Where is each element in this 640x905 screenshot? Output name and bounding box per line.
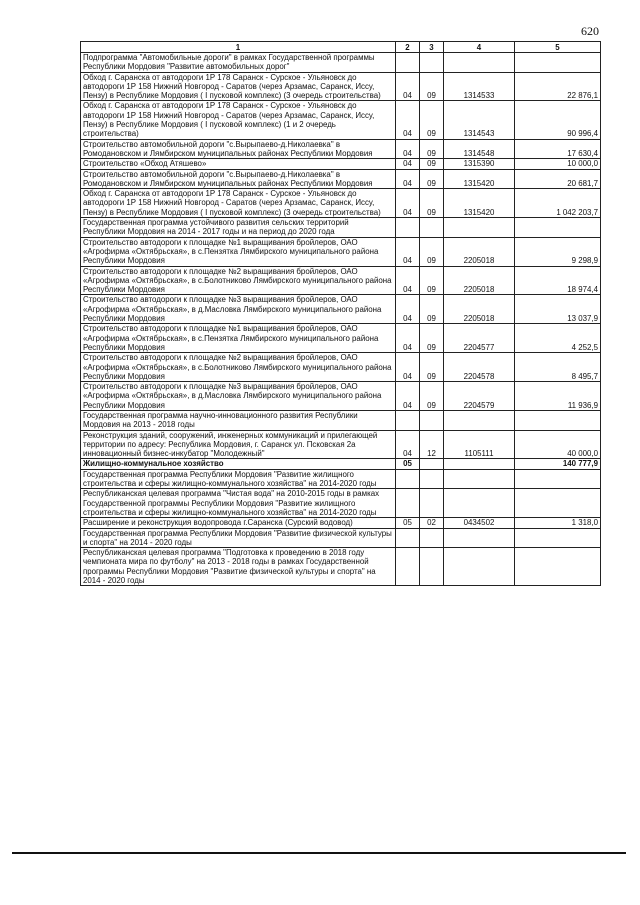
table-row	[81, 169, 601, 189]
row-amount	[515, 548, 601, 586]
row-amount: 90 996,4	[515, 101, 601, 139]
table-row	[81, 410, 601, 430]
row-subsection-code	[420, 459, 444, 469]
row-section-code	[396, 548, 420, 586]
row-description: Строительство автодороги к площадке №2 выращивания бройлеров, ОАО «Агрофирма «Октябрьская», в с.Болотниково Лямбирского муниципального района Республики Мордовия	[81, 353, 396, 382]
row-amount: 1 318,0	[515, 518, 601, 528]
table-row	[81, 459, 601, 469]
page-number: 620	[581, 24, 599, 38]
table-row	[81, 469, 601, 489]
row-amount: 140 777,9	[515, 459, 601, 469]
header-col-4: 4	[444, 42, 515, 53]
table-row	[81, 295, 601, 324]
row-subsection-code: 09	[420, 139, 444, 159]
row-amount: 40 000,0	[515, 430, 601, 459]
row-description: Обход г. Саранска от автодороги 1Р 178 Саранск - Сурское - Ульяновск до автодороги 1Р 158 Нижний Новгород - Саратов (через Арзамас, Саранск, Иссу, Пензу) в Республике Мордовия ( I пусковой комплекс) (3 очередь строительства)	[81, 72, 396, 101]
row-target-code: 1315390	[444, 159, 515, 169]
row-subsection-code: 09	[420, 324, 444, 353]
row-section-code	[396, 410, 420, 430]
table-row	[81, 324, 601, 353]
row-description: Строительство автодороги к площадке №2 выращивания бройлеров, ОАО «Агрофирма «Октябрьская», в с.Болотниково Лямбирского муниципального района Республики Мордовия	[81, 266, 396, 295]
row-target-code: 2204579	[444, 382, 515, 411]
row-amount	[515, 528, 601, 548]
row-amount: 9 298,9	[515, 237, 601, 266]
table-row	[81, 237, 601, 266]
table-row	[81, 159, 601, 169]
row-description: Строительство автодороги к площадке №1 выращивания бройлеров, ОАО «Агрофирма «Октябрьская», в с.Пензятка Лямбирского муниципального района Республики Мордовия	[81, 237, 396, 266]
row-section-code: 04	[396, 295, 420, 324]
footer-rule	[12, 852, 626, 854]
row-amount: 4 252,5	[515, 324, 601, 353]
table-row	[81, 430, 601, 459]
row-description: Расширение и реконструкция водопровода г.Саранска (Сурский водовод)	[81, 518, 396, 528]
row-target-code: 2205018	[444, 237, 515, 266]
row-section-code: 05	[396, 459, 420, 469]
row-target-code: 1315420	[444, 169, 515, 189]
row-amount: 13 037,9	[515, 295, 601, 324]
table-row	[81, 189, 601, 218]
row-subsection-code: 09	[420, 189, 444, 218]
row-target-code: 1315420	[444, 189, 515, 218]
row-section-code: 04	[396, 169, 420, 189]
table-row	[81, 489, 601, 518]
row-amount	[515, 469, 601, 489]
row-description: Строительство автомобильной дороги "с.Вырыпаево-д.Николаевка" в Ромодановском и Лямбирском муниципальных районах Республики Мордовия	[81, 169, 396, 189]
row-description: Строительство «Обход Атяшево»	[81, 159, 396, 169]
row-target-code: 1314543	[444, 101, 515, 139]
row-subsection-code: 09	[420, 169, 444, 189]
row-section-code	[396, 528, 420, 548]
table-row	[81, 528, 601, 548]
row-section-code: 04	[396, 382, 420, 411]
row-target-code: 0434502	[444, 518, 515, 528]
row-subsection-code	[420, 410, 444, 430]
row-target-code: 2205018	[444, 266, 515, 295]
table-row	[81, 518, 601, 528]
row-description: Обход г. Саранска от автодороги 1Р 178 Саранск - Сурское - Ульяновск до автодороги 1Р 158 Нижний Новгород - Саратов (через Арзамас, Саранск, Иссу, Пензу) в Республике Мордовия ( I пусковой комплекс) (3 очередь строительства)	[81, 189, 396, 218]
table-row	[81, 53, 601, 73]
header-col-2: 2	[396, 42, 420, 53]
table-row	[81, 266, 601, 295]
row-amount: 18 974,4	[515, 266, 601, 295]
row-subsection-code: 09	[420, 72, 444, 101]
row-subsection-code: 09	[420, 159, 444, 169]
row-target-code	[444, 218, 515, 238]
row-subsection-code	[420, 548, 444, 586]
row-target-code	[444, 548, 515, 586]
row-amount	[515, 489, 601, 518]
row-amount: 8 495,7	[515, 353, 601, 382]
row-subsection-code: 09	[420, 382, 444, 411]
row-subsection-code	[420, 53, 444, 73]
row-description: Строительство автодороги к площадке №3 выращивания бройлеров, ОАО «Агрофирма «Октябрьская», в д.Масловка Лямбирского муниципального района Республики Мордовия	[81, 295, 396, 324]
row-target-code	[444, 410, 515, 430]
table-row	[81, 353, 601, 382]
row-section-code: 04	[396, 189, 420, 218]
row-section-code: 04	[396, 101, 420, 139]
row-subsection-code	[420, 218, 444, 238]
row-target-code	[444, 459, 515, 469]
row-target-code: 1314533	[444, 72, 515, 101]
row-section-code: 04	[396, 159, 420, 169]
row-amount	[515, 53, 601, 73]
header-col-1: 1	[81, 42, 396, 53]
table-row	[81, 139, 601, 159]
header-col-3: 3	[420, 42, 444, 53]
row-section-code	[396, 489, 420, 518]
row-subsection-code: 09	[420, 266, 444, 295]
row-description: Республиканская целевая программа "Чистая вода" на 2010-2015 годы в рамках Государственной программы Республики Мордовия "Развитие жилищного строительства и сферы жилищно-коммунального хозяйства" на 2014-2020 годы	[81, 489, 396, 518]
row-section-code	[396, 218, 420, 238]
table-row	[81, 382, 601, 411]
row-subsection-code	[420, 489, 444, 518]
table-row	[81, 548, 601, 586]
row-section-code: 04	[396, 353, 420, 382]
row-description: Реконструкция зданий, сооружений, инженерных коммуникаций и прилегающей территории по адресу: Республика Мордовия, г. Саранск ул. Псковская 2а инновационный бизнес-инкубатор "Молодежный"	[81, 430, 396, 459]
row-subsection-code: 09	[420, 237, 444, 266]
row-subsection-code	[420, 469, 444, 489]
row-amount: 10 000,0	[515, 159, 601, 169]
table-row	[81, 218, 601, 238]
row-description: Подпрограмма "Автомобильные дороги" в рамках Государственной программы Республики Мордовия "Развитие автомобильных дорог"	[81, 53, 396, 73]
row-description: Государственная программа устойчивого развития сельских территорий Республики Мордовия на 2014 - 2017 годы и на период до 2020 года	[81, 218, 396, 238]
row-target-code: 2204578	[444, 353, 515, 382]
row-subsection-code: 09	[420, 295, 444, 324]
row-target-code	[444, 469, 515, 489]
row-target-code: 1105111	[444, 430, 515, 459]
row-amount	[515, 410, 601, 430]
row-target-code	[444, 528, 515, 548]
row-amount: 17 630,4	[515, 139, 601, 159]
row-description: Государственная программа научно-инновационного развития Республики Мордовия на 2013 - 2018 годы	[81, 410, 396, 430]
row-amount: 1 042 203,7	[515, 189, 601, 218]
row-section-code: 04	[396, 266, 420, 295]
row-target-code: 2204577	[444, 324, 515, 353]
table-body	[81, 53, 601, 586]
budget-table	[80, 41, 601, 586]
row-section-code: 04	[396, 324, 420, 353]
row-section-code: 04	[396, 72, 420, 101]
row-amount: 22 876,1	[515, 72, 601, 101]
table-row	[81, 101, 601, 139]
row-description: Строительство автодороги к площадке №1 выращивания бройлеров, ОАО «Агрофирма «Октябрьская», в с.Пензятка Лямбирского муниципального района Республики Мордовия	[81, 324, 396, 353]
row-target-code	[444, 53, 515, 73]
row-description: Государственная программа Республики Мордовия "Развитие жилищного строительства и сферы жилищно-коммунального хозяйства" на 2014-2020 годы	[81, 469, 396, 489]
row-amount: 11 936,9	[515, 382, 601, 411]
table-row	[81, 72, 601, 101]
row-target-code	[444, 489, 515, 518]
row-description: Жилищно-коммунальное хозяйство	[81, 459, 396, 469]
row-amount	[515, 218, 601, 238]
row-description: Обход г. Саранска от автодороги 1Р 178 Саранск - Сурское - Ульяновск до автодороги 1Р 158 Нижний Новгород - Саратов (через Арзамас, Саранск, Иссу, Пензу) в Республике Мордовия ( I пусковой комплекс) (1 и 2 очередь строительства)	[81, 101, 396, 139]
row-target-code: 1314548	[444, 139, 515, 159]
row-description: Строительство автодороги к площадке №3 выращивания бройлеров, ОАО «Агрофирма «Октябрьская», в д.Масловка Лямбирского муниципального района Республики Мордовия	[81, 382, 396, 411]
row-subsection-code: 12	[420, 430, 444, 459]
row-description: Строительство автомобильной дороги "с.Вырыпаево-д.Николаевка" в Ромодановском и Лямбирском муниципальных районах Республики Мордовия	[81, 139, 396, 159]
row-subsection-code	[420, 528, 444, 548]
row-section-code: 04	[396, 430, 420, 459]
row-description: Государственная программа Республики Мордовия "Развитие физической культуры и спорта" на 2014 - 2020 годы	[81, 528, 396, 548]
row-description: Республиканская целевая программа "Подготовка к проведению в 2018 году чемпионата мира по футболу" на 2013 - 2018 годы в рамках Государственной программы Республики Мордовия "Развитие физической культуры и спорта" на 2014 - 2020 годы	[81, 548, 396, 586]
row-section-code: 04	[396, 237, 420, 266]
row-subsection-code: 09	[420, 353, 444, 382]
row-subsection-code: 09	[420, 101, 444, 139]
row-amount: 20 681,7	[515, 169, 601, 189]
row-subsection-code: 02	[420, 518, 444, 528]
row-section-code: 05	[396, 518, 420, 528]
header-col-5: 5	[515, 42, 601, 53]
row-section-code	[396, 53, 420, 73]
row-section-code: 04	[396, 139, 420, 159]
header-row	[81, 42, 601, 53]
row-target-code: 2205018	[444, 295, 515, 324]
row-section-code	[396, 469, 420, 489]
